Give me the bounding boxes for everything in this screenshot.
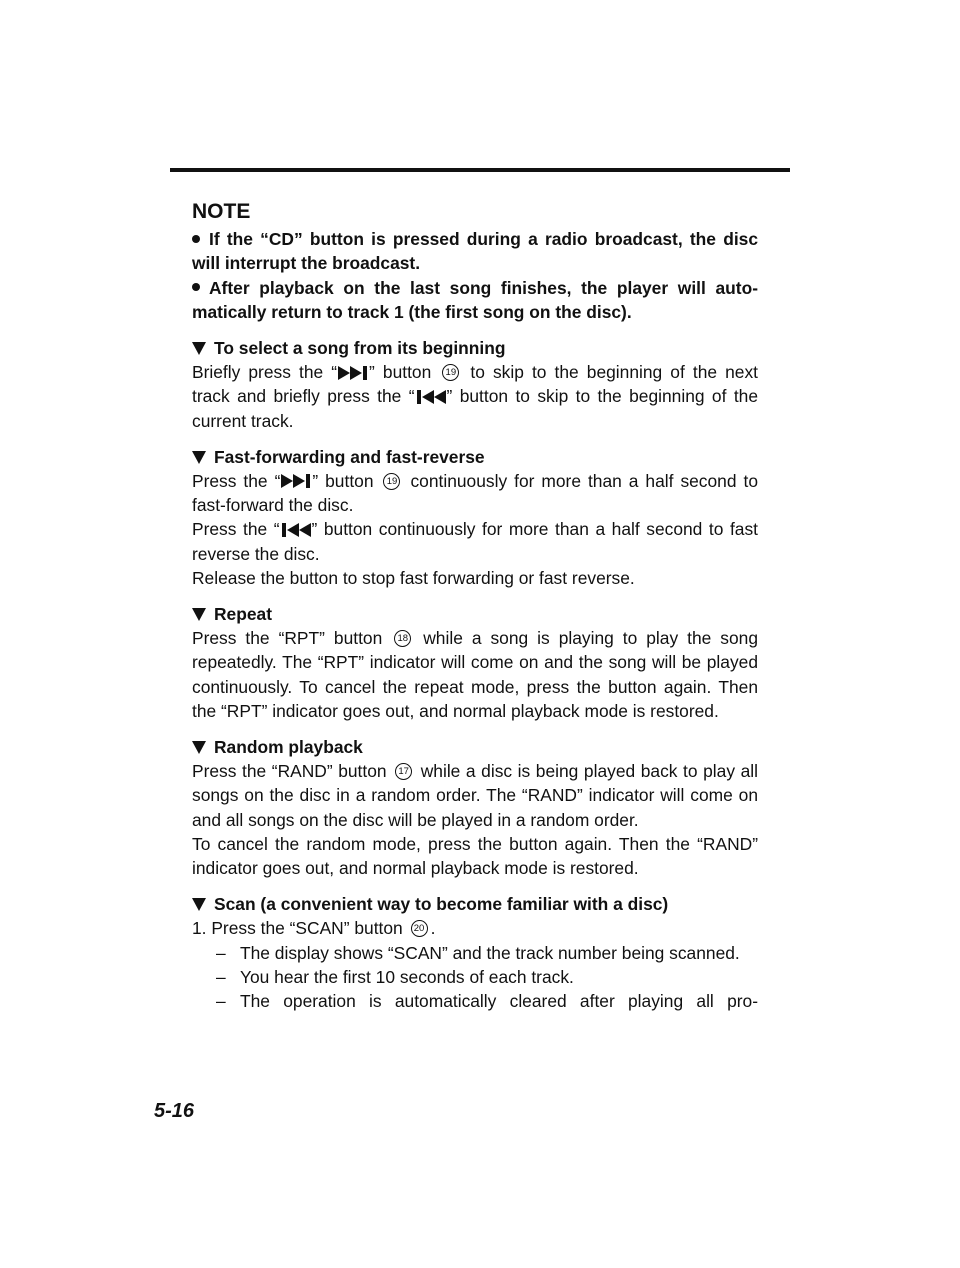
skip-back-icon xyxy=(416,390,446,404)
bullet-icon xyxy=(192,235,200,243)
skip-forward-icon xyxy=(281,474,311,488)
section-heading: Scan (a convenient way to become familiar with a disc) xyxy=(192,892,758,916)
section-scan xyxy=(192,892,758,1013)
fast-reverse-text: Press the “ ” button continuously for more than a half second to fast reverse the disc. xyxy=(192,519,758,564)
note-item-2: After playback on the last song finishes, the player will auto-matically return to track 1 (the first song on the disc). xyxy=(192,277,758,322)
section-heading: Repeat xyxy=(192,602,758,626)
scan-sub-item: – The display shows “SCAN” and the track number being scanned. xyxy=(216,942,740,963)
section-heading: Fast-forwarding and fast-reverse xyxy=(192,445,758,469)
button-number-badge: 17 xyxy=(395,763,412,780)
scan-step-1: 1. Press the “SCAN” button 20 . xyxy=(192,918,436,939)
triangle-down-icon xyxy=(192,741,206,754)
scan-sub-item: – You hear the first 10 seconds of each track. xyxy=(216,966,574,987)
note-item-1: If the “CD” button is pressed during a radio broadcast, the disc will interrupt the broadcast. xyxy=(192,229,758,274)
bullet-icon xyxy=(192,283,200,291)
release-text: Release the button to stop fast forwarding or fast reverse. xyxy=(192,567,635,588)
section-heading: To select a song from its beginning xyxy=(192,336,758,360)
button-number-badge: 18 xyxy=(394,630,411,647)
fast-forward-text: Press the “ ” button 19 continuously for more than a half second to fast-forward the disc. xyxy=(192,471,758,516)
select-song-text: Briefly press the “ ” button 19 to skip to the beginning of the next track and briefly press the “ ” button to skip to the beginning of the current track. xyxy=(192,362,758,431)
button-number-badge: 20 xyxy=(411,920,428,937)
section-select-song xyxy=(192,336,758,433)
triangle-down-icon xyxy=(192,898,206,911)
note-title: NOTE xyxy=(192,200,251,223)
section-fast-forward xyxy=(192,445,758,590)
skip-back-icon xyxy=(281,523,311,537)
random-cancel-text: To cancel the random mode, press the button again. Then the “RAND” indicator goes out, and normal playback mode is restored. xyxy=(192,833,758,879)
section-heading: Random playback xyxy=(192,735,758,759)
random-text: Press the “RAND” button 17 while a disc is being played back to play all songs on the disc in a random order. The “RAND” indicator will come on and all songs on the disc will be played in a random order. xyxy=(192,761,758,830)
triangle-down-icon xyxy=(192,451,206,464)
page-content xyxy=(192,200,758,1013)
repeat-text: Press the “RPT” button 18 while a song is playing to play the song repeatedly. The “RPT” indicator will come on and the song will be played continuously. To cancel the repeat mode, press the button again. Then the “RPT” indicator goes out, and normal playback mode is restored. xyxy=(192,628,758,721)
triangle-down-icon xyxy=(192,342,206,355)
button-number-badge: 19 xyxy=(442,364,459,381)
section-repeat xyxy=(192,602,758,723)
skip-forward-icon xyxy=(338,366,368,380)
page-number: 5-16 xyxy=(154,1100,195,1122)
top-rule xyxy=(170,168,790,172)
triangle-down-icon xyxy=(192,608,206,621)
button-number-badge: 19 xyxy=(383,473,400,490)
scan-sub-item: – The operation is automatically cleared after playing all pro- xyxy=(216,991,758,1012)
section-random xyxy=(192,735,758,880)
